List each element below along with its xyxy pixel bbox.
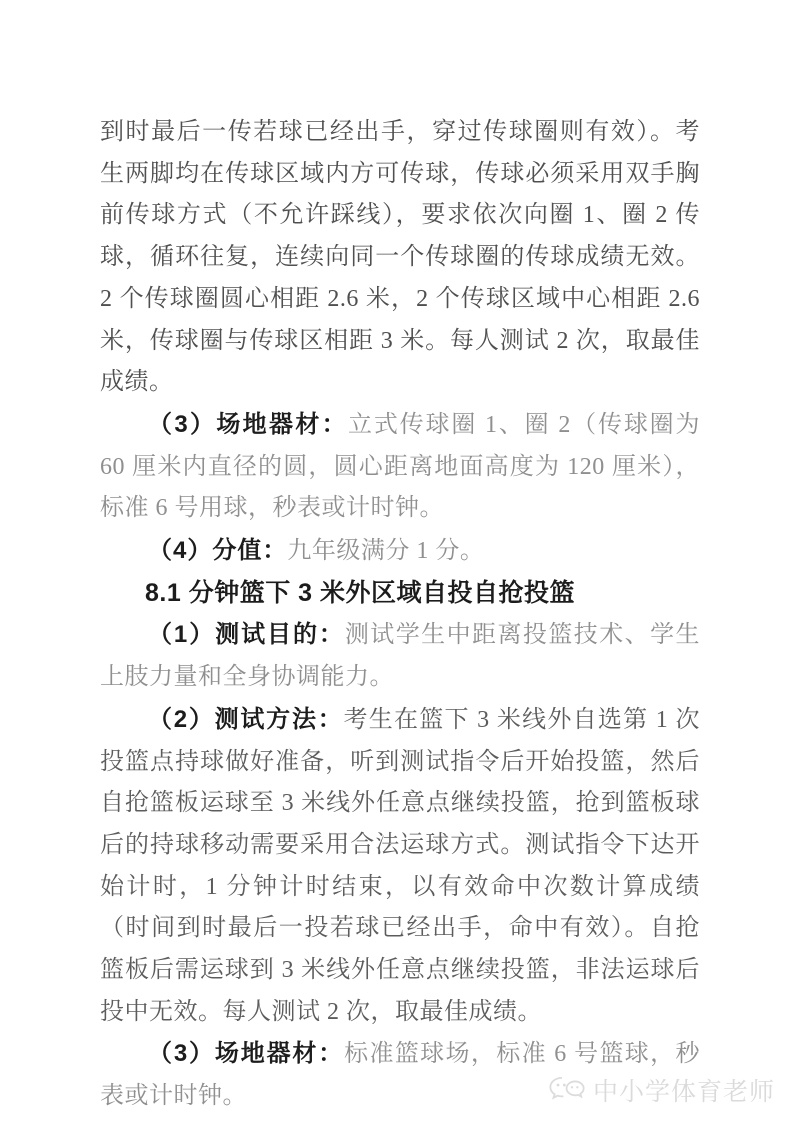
paragraph-label: （1）测试目的： xyxy=(148,621,345,649)
paragraph-label: （2）测试方法： xyxy=(148,705,344,733)
watermark xyxy=(549,1072,775,1108)
paragraph-label: （4）分值： xyxy=(148,537,288,565)
paragraph-test-purpose xyxy=(100,614,700,698)
paragraph-text: 考生在篮下 3 米线外自选第 1 次投篮点持球做好准备，听到测试指令后开始投篮，然后自抢篮板运球至 3 米线外任意点继续投篮，抢到篮板球后的持球移动需要采用合法运球方式。测试指令下达开始计时，1 分钟计时结束，以有效命中次数计算成绩（时间到时最后一投若球已经出手，命中有效）。自抢篮板后需运球到 3 米线外任意点继续投篮，非法运球后投中无效。每人测试 2 次，取最佳成绩。 xyxy=(100,706,700,1025)
paragraph-continuation xyxy=(100,112,700,404)
paragraph-equipment-1 xyxy=(100,404,700,530)
paragraph-text: 标准篮球场，标准 6 号篮球，秒表或计时钟。 xyxy=(100,1041,701,1110)
paragraph-label: （3）场地器材： xyxy=(148,410,349,438)
document-text-block xyxy=(100,112,700,1118)
paragraph-text: 立式传球圈 1、圈 2（传球圈为 60 厘米内直径的圆，圆心距离地面高度为 120 厘米），标准 6 号用球，秒表或计时钟。 xyxy=(100,411,700,522)
paragraph-text: 到时最后一传若球已经出手，穿过传球圈则有效）。考生两脚均在传球区域内方可传球，传球必须采用双手胸前传球方式（不允许踩线），要求依次向圈 1、圈 2 传球，循环往复，连续向同一个传球圈的传球成绩无效。2 个传球圈圆心相距 2.6 米，2 个传球区域中心相距 2.6 米，传球圈与传球区相距 3 米。每人测试 2 次，取最佳成绩。 xyxy=(100,119,700,396)
wechat-icon xyxy=(549,1075,585,1105)
watermark-text: 中小学体育老师 xyxy=(592,1078,775,1106)
paragraph-text: 测试学生中距离投篮技术、学生上肢力量和全身协调能力。 xyxy=(100,622,701,691)
paragraph-score xyxy=(100,530,700,573)
paragraph-text: 九年级满分 1 分。 xyxy=(287,538,485,565)
section-heading: 8.1 分钟篮下 3 米外区域自投自抢投篮 xyxy=(145,578,575,607)
paragraph-test-method xyxy=(100,699,700,1034)
paragraph-label: （3）场地器材： xyxy=(148,1040,345,1068)
